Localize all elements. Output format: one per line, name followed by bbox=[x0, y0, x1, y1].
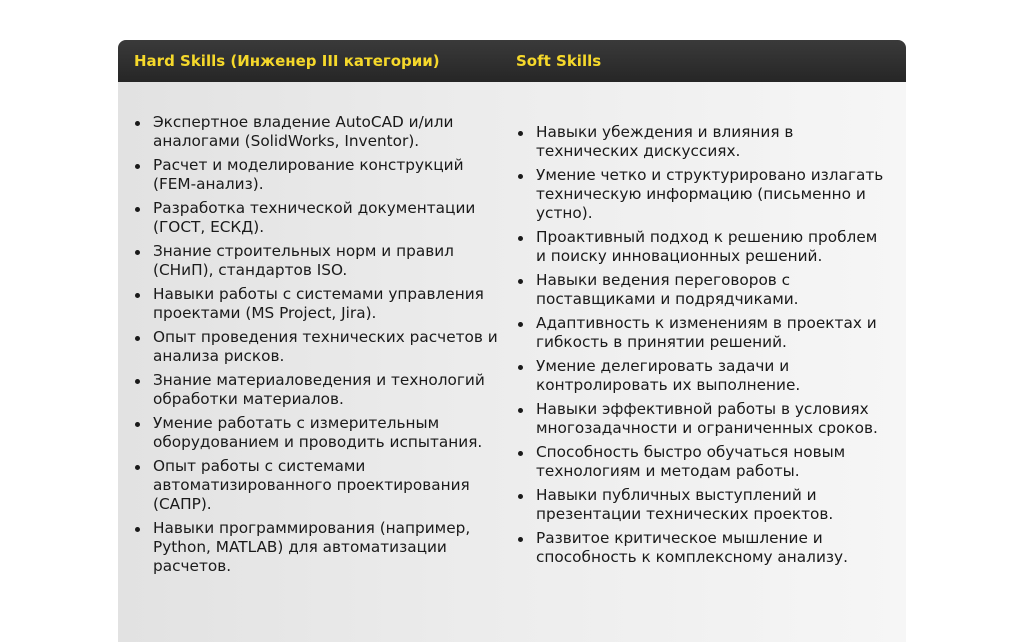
bullet-icon bbox=[135, 465, 140, 470]
list-item bbox=[501, 123, 891, 161]
list-item-text: Умение работать с измерительным оборудованием и проводить испытания. bbox=[153, 414, 483, 451]
list-item bbox=[118, 414, 503, 452]
bullet-icon bbox=[135, 527, 140, 532]
list-item-text: Разработка технической документации (ГОСТ, ЕСКД). bbox=[153, 199, 476, 236]
hard-skills-list bbox=[118, 113, 503, 581]
list-item bbox=[501, 400, 891, 438]
list-item-text: Проактивный подход к решению проблем и поиску инновационных решений. bbox=[536, 228, 878, 265]
list-item bbox=[118, 371, 503, 409]
bullet-icon bbox=[518, 365, 523, 370]
hard-skills-header: Hard Skills (Инженер III категории) bbox=[134, 52, 440, 70]
list-item-text: Экспертное владение AutoCAD и/или аналогами (SolidWorks, Inventor). bbox=[153, 113, 454, 150]
list-item-text: Развитое критическое мышление и способность к комплексному анализу. bbox=[536, 529, 848, 566]
list-item-text: Умение делегировать задачи и контролировать их выполнение. bbox=[536, 357, 801, 394]
bullet-icon bbox=[135, 293, 140, 298]
soft-skills-header: Soft Skills bbox=[516, 52, 602, 70]
list-item bbox=[118, 242, 503, 280]
list-item bbox=[501, 443, 891, 481]
list-item-text: Навыки работы с системами управления проектами (MS Project, Jira). bbox=[153, 285, 484, 322]
list-item bbox=[501, 357, 891, 395]
bullet-icon bbox=[518, 174, 523, 179]
list-item bbox=[118, 457, 503, 514]
bullet-icon bbox=[518, 131, 523, 136]
bullet-icon bbox=[135, 121, 140, 126]
list-item-text: Навыки программирования (например, Python, MATLAB) для автоматизации расчетов. bbox=[153, 519, 471, 575]
list-item-text: Опыт работы с системами автоматизированного проектирования (САПР). bbox=[153, 457, 470, 513]
list-item bbox=[118, 113, 503, 151]
list-item-text: Навыки убеждения и влияния в технических дискуссиях. bbox=[536, 123, 794, 160]
list-item bbox=[501, 271, 891, 309]
list-item-text: Навыки ведения переговоров с поставщиками и подрядчиками. bbox=[536, 271, 799, 308]
list-item-text: Умение четко и структурировано излагать техническую информацию (письменно и устно). bbox=[536, 166, 884, 222]
list-item-text: Способность быстро обучаться новым технологиям и методам работы. bbox=[536, 443, 846, 480]
bullet-icon bbox=[135, 422, 140, 427]
bullet-icon bbox=[518, 537, 523, 542]
list-item-text: Навыки публичных выступлений и презентации технических проектов. bbox=[536, 486, 834, 523]
bullet-icon bbox=[518, 408, 523, 413]
list-item-text: Навыки эффективной работы в условиях многозадачности и ограниченных сроков. bbox=[536, 400, 878, 437]
list-item bbox=[118, 285, 503, 323]
bullet-icon bbox=[518, 279, 523, 284]
bullet-icon bbox=[518, 322, 523, 327]
list-item bbox=[118, 328, 503, 366]
list-item-text: Знание материаловедения и технологий обработки материалов. bbox=[153, 371, 485, 408]
soft-skills-list bbox=[501, 123, 891, 572]
bullet-icon bbox=[135, 164, 140, 169]
list-item-text: Знание строительных норм и правил (СНиП), стандартов ISO. bbox=[153, 242, 454, 279]
bullet-icon bbox=[518, 451, 523, 456]
list-item bbox=[501, 166, 891, 223]
list-item bbox=[501, 228, 891, 266]
list-item bbox=[501, 314, 891, 352]
list-item-text: Опыт проведения технических расчетов и анализа рисков. bbox=[153, 328, 498, 365]
list-item bbox=[118, 199, 503, 237]
list-item bbox=[501, 486, 891, 524]
bullet-icon bbox=[518, 236, 523, 241]
bullet-icon bbox=[135, 336, 140, 341]
list-item-text: Адаптивность к изменениям в проектах и гибкость в принятии решений. bbox=[536, 314, 877, 351]
list-item bbox=[118, 156, 503, 194]
bullet-icon bbox=[135, 250, 140, 255]
bullet-icon bbox=[518, 494, 523, 499]
skills-table bbox=[118, 40, 906, 642]
bullet-icon bbox=[135, 207, 140, 212]
list-item bbox=[118, 519, 503, 576]
list-item-text: Расчет и моделирование конструкций (FEM-анализ). bbox=[153, 156, 464, 193]
list-item bbox=[501, 529, 891, 567]
bullet-icon bbox=[135, 379, 140, 384]
table-header bbox=[118, 40, 906, 82]
